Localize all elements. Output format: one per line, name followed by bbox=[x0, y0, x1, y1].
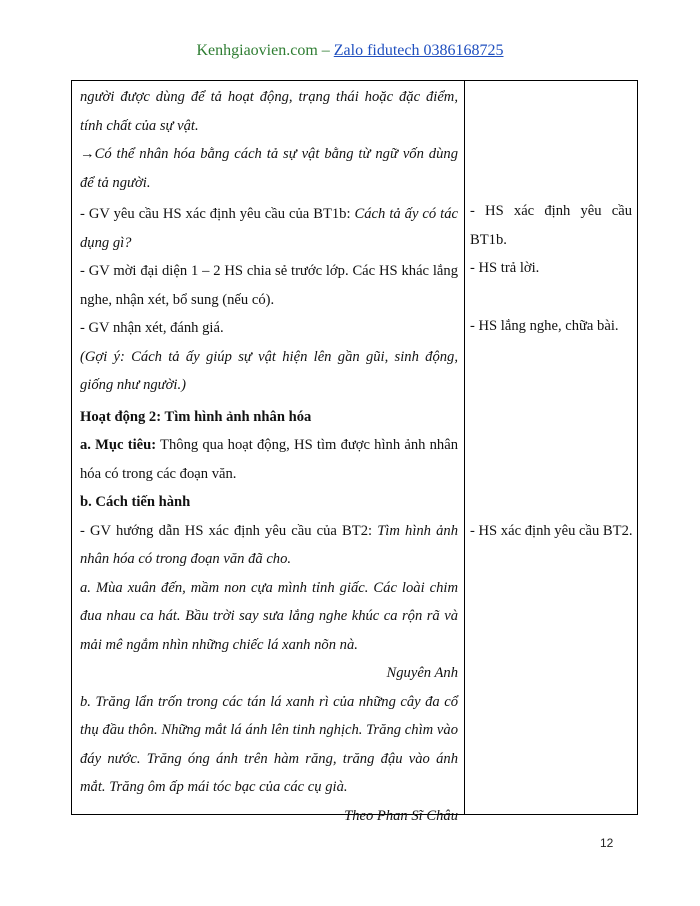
task-bt2-question: Tìm hình ảnh nhân hóa có trong đoạn văn đã cho. bbox=[80, 522, 459, 567]
passage-b: b. Trăng lẩn trốn trong các tán lá xanh rì của những cây đa cổ thụ đầu thôn. Những mắt lá ánh lên tinh nghịch. Trăng chìm vào đáy nước. Trăng óng ánh trên hàm răng, trăng đậu vào ánh mắt. Trăng ôm ấp mái tóc bạc của các cụ già. bbox=[80, 693, 458, 795]
student-response-bt1b: - HS xác định yêu cầu BT1b. bbox=[470, 203, 632, 248]
lesson-table bbox=[71, 80, 638, 824]
student-response-answer: - HS trả lời. bbox=[470, 260, 540, 276]
share-instruction: - GV mời đại diện 1 – 2 HS chia sẻ trước lớp. Các HS khác lắng nghe, nhận xét, bổ sung (nếu có). bbox=[80, 263, 458, 308]
header-separator: – bbox=[317, 42, 334, 59]
student-response-bt2: - HS xác định yêu cầu BT2. bbox=[470, 523, 633, 539]
student-response-listen: - HS lắng nghe, chữa bài. bbox=[470, 318, 619, 334]
column-divider bbox=[464, 81, 465, 814]
activity-2-heading: Hoạt động 2: Tìm hình ảnh nhân hóa bbox=[80, 408, 312, 425]
task-bt1b bbox=[80, 200, 458, 257]
task-bt1b-intro: - GV yêu cầu HS xác định yêu cầu của BT1b: bbox=[80, 206, 355, 222]
conclusion-line bbox=[80, 140, 458, 197]
header-site[interactable]: Kenhgiaovien.com bbox=[196, 42, 318, 59]
page-number: 12 bbox=[600, 836, 614, 850]
teacher-activities-column bbox=[80, 83, 458, 830]
evaluation-line: - GV nhận xét, đánh giá. bbox=[80, 320, 224, 336]
task-bt2-intro: - GV hướng dẫn HS xác định yêu cầu của BT2: bbox=[80, 522, 378, 539]
header-zalo-link[interactable]: Zalo fidutech 0386168725 bbox=[333, 42, 504, 59]
objective-label: a. Mục tiêu: bbox=[80, 437, 157, 453]
arrow-icon: → bbox=[80, 146, 95, 162]
passage-b-author: Theo Phan Sĩ Châu bbox=[344, 807, 458, 824]
task-bt1b-question: Cách tả ấy có tác dụng gì? bbox=[80, 206, 458, 251]
continued-text: người được dùng để tả hoạt động, trạng thái hoặc đặc điểm, tính chất của sự vật. bbox=[80, 89, 458, 134]
procedure-heading: b. Cách tiến hành bbox=[80, 494, 191, 510]
passage-a: a. Mùa xuân đến, mầm non cựa mình tỉnh giấc. Các loài chim đua nhau ca hát. Bầu trời say sưa lắng nghe khúc ca rộn rã và mải mê ngắm nhìn những chiếc lá xanh nõn nà. bbox=[80, 579, 458, 653]
objective-paragraph bbox=[80, 431, 458, 488]
conclusion-text: Có thể nhân hóa bằng cách tả sự vật bằng từ ngữ vốn dùng để tả người. bbox=[80, 146, 458, 191]
task-bt2 bbox=[80, 517, 458, 574]
page-header bbox=[0, 42, 700, 60]
hint-text: (Gợi ý: Cách tả ấy giúp sự vật hiện lên gần gũi, sinh động, giống như người.) bbox=[80, 348, 458, 393]
passage-a-author: Nguyên Anh bbox=[386, 665, 458, 681]
objective-text: Thông qua hoạt động, HS tìm được hình ảnh nhân hóa có trong các đoạn văn. bbox=[80, 437, 458, 482]
